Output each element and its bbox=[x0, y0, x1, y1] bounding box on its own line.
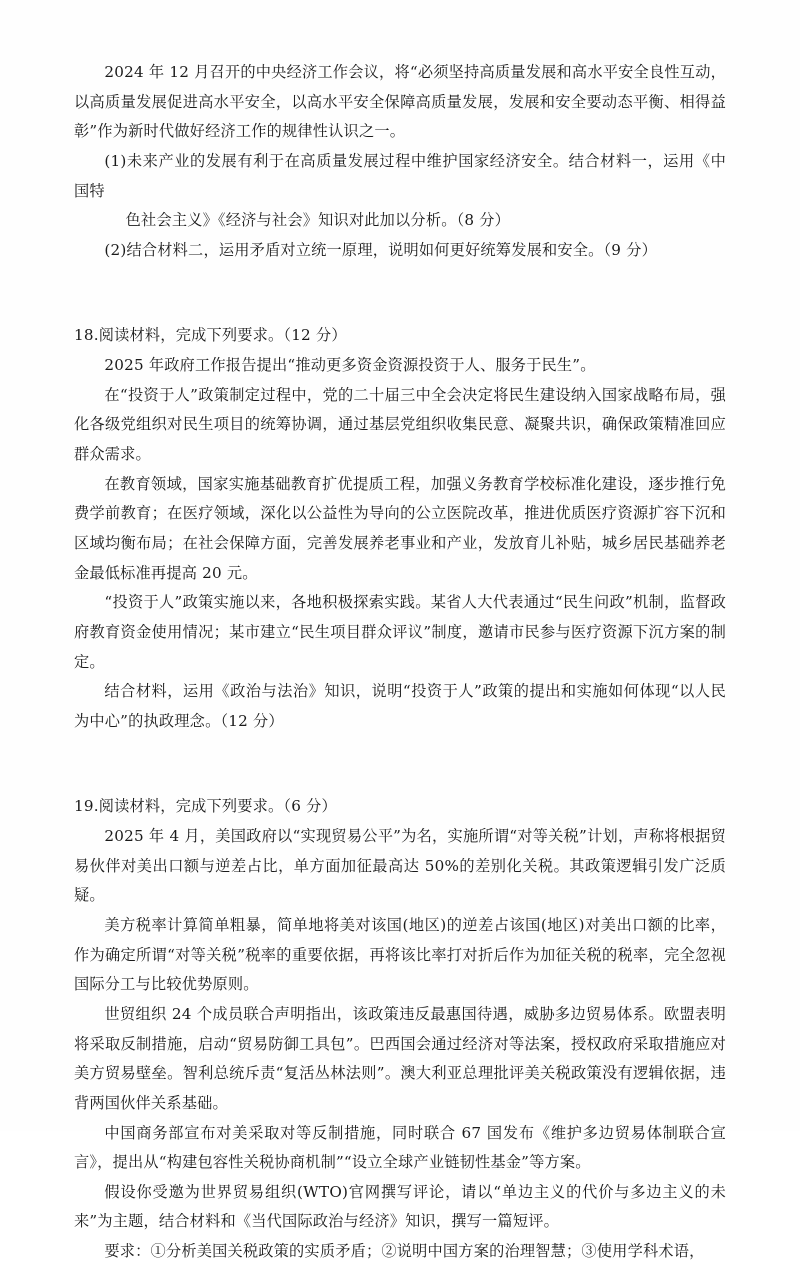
spacer-after-q18 bbox=[74, 736, 726, 792]
q18-paragraph-4: “投资于人”政策实施以来，各地积极探索实践。某省人大代表通过“民生问政”机制，监督政府教育资金使用情况；某市建立“民生项目群众评议”制度，邀请市民参与医疗资源下沉方案的制定。 bbox=[74, 593, 726, 671]
q19-paragraph-5: 假设你受邀为世界贸易组织(WTO)官网撰写评论，请以“单边主义的代价与多边主义的未来”为主题，结合材料和《当代国际政治与经济》知识，撰写一篇短评。 bbox=[74, 1182, 726, 1231]
question-17-block bbox=[74, 58, 726, 265]
q19-heading: 19.阅读材料，完成下列要求。（6 分） bbox=[74, 797, 337, 816]
q17-material-paragraph: 2024 年 12 月召开的中央经济工作会议，将“必须坚持高质量发展和高水平安全良性互动，以高质量发展促进高水平安全，以高水平安全保障高质量发展，发展和安全要动态平衡、相得益彰”作为新时代做好经济工作的规律性认识之一。 bbox=[74, 63, 726, 141]
q17-sub-question-2: (2)结合材料二，运用矛盾对立统一原理，说明如何更好统筹发展和安全。（9 分） bbox=[104, 240, 657, 259]
q19-paragraph-1: 2025 年 4 月，美国政府以“实现贸易公平”为名，实施所谓“对等关税”计划，声称将根据贸易伙伴对美出口额与逆差占比，单方面加征最高达 50%的差别化关税。其政策逻辑引发广泛质疑。 bbox=[74, 827, 726, 905]
question-19-block bbox=[74, 792, 726, 1266]
q19-paragraph-4: 中国商务部宣布对美采取对等反制措施，同时联合 67 国发布《维护多边贸易体制联合宣言》，提出从“构建包容性关税协商机制”“设立全球产业链韧性基金”等方案。 bbox=[74, 1123, 726, 1172]
q18-heading: 18.阅读材料，完成下列要求。（12 分） bbox=[74, 326, 347, 345]
document-body bbox=[74, 58, 726, 1267]
q18-paragraph-3: 在教育领域，国家实施基础教育扩优提质工程，加强义务教育学校标准化建设，逐步推行免费学前教育；在医疗领域，深化以公益性为导向的公立医院改革，推进优质医疗资源扩容下沉和区域均衡布局；在社会保障方面，完善发展养老事业和产业，发放育儿补贴，城乡居民基础养老金最低标准再提高 20 元。 bbox=[74, 474, 726, 582]
spacer-after-q17 bbox=[74, 265, 726, 321]
q19-requirements: 要求：①分析美国关税政策的实质矛盾；②说明中国方案的治理智慧；③使用学科术语， bbox=[104, 1242, 705, 1261]
question-18-block bbox=[74, 321, 726, 736]
q17-sub-question-1-line1: (1)未来产业的发展有利于在高质量发展过程中维护国家经济安全。结合材料一，运用《中国特 bbox=[74, 151, 726, 200]
q19-paragraph-3: 世贸组织 24 个成员联合声明指出，该政策违反最惠国待遇，威胁多边贸易体系。欧盟表明将采取反制措施，启动“贸易防御工具包”。巴西国会通过经济对等法案，授权政府采取措施应对美方贸易壁垒。智利总统斥责“复活丛林法则”。澳大利亚总理批评美关税政策没有逻辑依据，违背两国伙伴关系基础。 bbox=[74, 1004, 726, 1112]
q17-sub-question-1-line2: 色社会主义》《经济与社会》知识对此加以分析。（8 分） bbox=[125, 211, 511, 230]
q18-paragraph-1: 2025 年政府工作报告提出“推动更多资金资源投资于人、服务于民生”。 bbox=[104, 356, 596, 375]
q19-paragraph-2: 美方税率计算简单粗暴，简单地将美对该国(地区)的逆差占该国(地区)对美出口额的比率，作为确定所谓“对等关税”税率的重要依据，再将该比率打对折后作为加征关税的税率，完全忽视国际分工与比较优势原则。 bbox=[74, 916, 726, 994]
q18-question-prompt: 结合材料，运用《政治与法治》知识，说明“投资于人”政策的提出和实施如何体现“以人民为中心”的执政理念。（12 分） bbox=[74, 682, 726, 730]
q18-paragraph-2: 在“投资于人”政策制定过程中，党的二十届三中全会决定将民生建设纳入国家战略布局，强化各级党组织对民生项目的统筹协调，通过基层党组织收集民意、凝聚共识，确保政策精准回应群众需求。 bbox=[74, 385, 726, 464]
